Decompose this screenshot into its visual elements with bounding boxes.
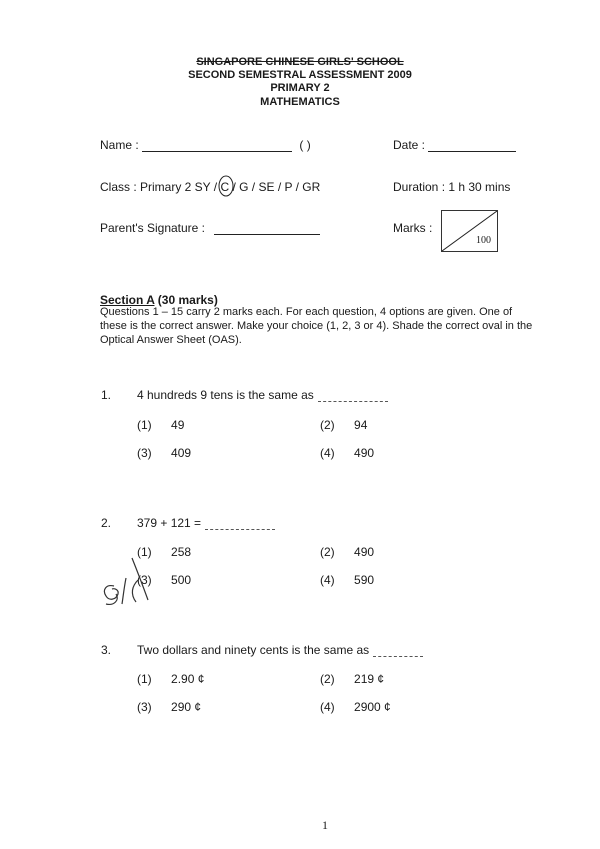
parent-signature-field: [100, 221, 320, 235]
date-label: Date :: [393, 138, 426, 152]
class-field: Class : Primary 2 SY / C / G / SE / P / GR: [100, 180, 321, 194]
handwritten-answer-mark: [96, 556, 166, 608]
section-instructions: Questions 1 – 15 carry 2 marks each. For each question, 4 options are given. One of these is the correct answer. Make your choice (1, 2, 3 or 4). Shade the correct oval in the Optical Answer Sheet (OAS).: [100, 306, 533, 346]
name-field: [100, 138, 311, 152]
class-circle-mark: [216, 174, 236, 198]
page-number: 1: [322, 818, 328, 832]
option-value: 500: [171, 573, 192, 587]
question-3-stem: Two dollars and ninety cents is the same as: [137, 643, 370, 657]
parent-signature-label: Parent's Signature :: [100, 221, 206, 235]
question-2-stem: 379 + 121 =: [137, 516, 202, 530]
option-label: (4): [320, 573, 335, 587]
assessment-title: SECOND SEMESTRAL ASSESSMENT 2009: [188, 69, 412, 81]
option-value: 590: [354, 573, 375, 587]
marks-label: Marks :: [393, 221, 433, 235]
option-label: (4): [320, 700, 335, 714]
option-value: 2900 ¢: [354, 700, 391, 714]
question-3-option-1[interactable]: [137, 672, 204, 686]
option-label: (3): [137, 446, 152, 460]
question-1-answer-blank: [318, 401, 388, 402]
question-3-number: 3.: [101, 643, 112, 657]
question-1-number: 1.: [101, 388, 112, 402]
question-2-option-4[interactable]: [320, 573, 374, 587]
option-label: (1): [137, 418, 152, 432]
question-2-option-2[interactable]: [320, 545, 374, 559]
question-2-text: [137, 516, 275, 530]
date-field: [393, 138, 516, 152]
question-3-option-3[interactable]: [137, 700, 201, 714]
option-value: 490: [354, 545, 375, 559]
name-label: Name :: [100, 138, 139, 152]
question-3-option-2[interactable]: [320, 672, 384, 686]
parent-signature-line[interactable]: [214, 234, 320, 235]
marks-box: [441, 210, 498, 252]
option-value: 490: [354, 446, 375, 460]
option-value: 2.90 ¢: [171, 672, 205, 686]
option-label: (3): [137, 573, 152, 587]
subject-title: MATHEMATICS: [260, 96, 340, 108]
register-number-paren: ( ): [299, 138, 311, 152]
date-blank-line[interactable]: [428, 151, 516, 152]
question-1-option-3[interactable]: [137, 446, 191, 460]
option-label: (2): [320, 672, 335, 686]
question-1-option-4[interactable]: [320, 446, 374, 460]
name-blank-line[interactable]: [142, 151, 292, 152]
option-value: 290 ¢: [171, 700, 202, 714]
question-3-answer-blank: [373, 656, 423, 657]
option-value: 94: [354, 418, 368, 432]
section-marks: (30 marks): [157, 293, 218, 307]
option-value: 258: [171, 545, 192, 559]
question-1-option-2[interactable]: [320, 418, 367, 432]
question-3-text: [137, 643, 423, 657]
question-1-option-1[interactable]: [137, 418, 184, 432]
question-3-option-4[interactable]: [320, 700, 391, 714]
option-label: (1): [137, 672, 152, 686]
question-1-stem: 4 hundreds 9 tens is the same as: [137, 388, 314, 402]
option-label: (2): [320, 418, 335, 432]
option-value: 49: [171, 418, 185, 432]
option-label: (3): [137, 700, 152, 714]
level-title: PRIMARY 2: [270, 82, 330, 94]
option-value: 219 ¢: [354, 672, 385, 686]
option-value: 409: [171, 446, 192, 460]
duration-field: Duration : 1 h 30 mins: [393, 180, 511, 194]
school-name: SINGAPORE CHINESE GIRLS' SCHOOL: [196, 56, 404, 68]
option-label: (1): [137, 545, 152, 559]
option-label: (4): [320, 446, 335, 460]
question-2-answer-blank: [205, 529, 275, 530]
question-2-number: 2.: [101, 516, 112, 530]
section-title: Section A: [100, 293, 155, 307]
question-1-text: [137, 388, 388, 402]
option-label: (2): [320, 545, 335, 559]
marks-total: 100: [476, 235, 491, 246]
